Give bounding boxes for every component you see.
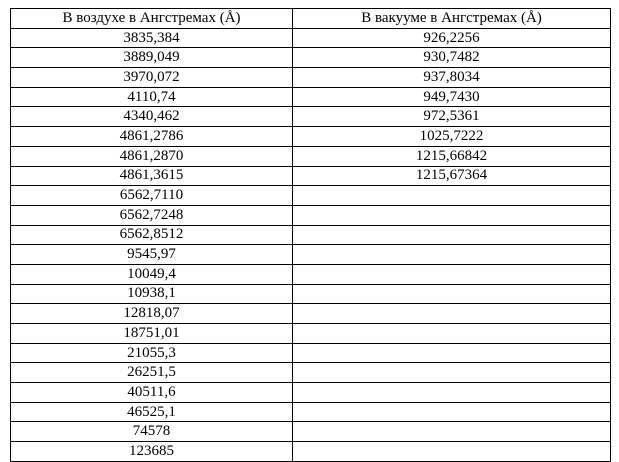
table-row — [11, 402, 611, 422]
vacuum-wavelength-cell: 949,7430 — [293, 87, 611, 107]
air-wavelength-cell: 18751,01 — [11, 324, 293, 344]
vacuum-wavelength-cell: 937,8034 — [293, 68, 611, 88]
vacuum-wavelength-cell — [293, 225, 611, 245]
vacuum-wavelength-cell — [293, 205, 611, 225]
table-header-row — [11, 9, 611, 29]
table-row — [11, 422, 611, 442]
air-wavelength-cell: 3835,384 — [11, 28, 293, 48]
table-row — [11, 442, 611, 462]
vacuum-wavelength-cell: 972,5361 — [293, 107, 611, 127]
air-wavelength-cell: 40511,6 — [11, 383, 293, 403]
air-wavelength-cell: 6562,7110 — [11, 186, 293, 206]
vacuum-wavelength-cell — [293, 343, 611, 363]
air-wavelength-cell: 26251,5 — [11, 363, 293, 383]
vacuum-wavelength-cell — [293, 402, 611, 422]
table-row — [11, 363, 611, 383]
air-wavelength-cell: 74578 — [11, 422, 293, 442]
vacuum-wavelength-cell: 926,2256 — [293, 28, 611, 48]
header-air-angstrom: В воздухе в Ангстремах (Å) — [11, 9, 293, 29]
air-wavelength-cell: 123685 — [11, 442, 293, 462]
air-wavelength-cell: 4340,462 — [11, 107, 293, 127]
table-row — [11, 28, 611, 48]
air-wavelength-cell: 9545,97 — [11, 245, 293, 265]
vacuum-wavelength-cell — [293, 422, 611, 442]
vacuum-wavelength-cell — [293, 245, 611, 265]
vacuum-wavelength-cell: 1215,67364 — [293, 166, 611, 186]
vacuum-wavelength-cell — [293, 264, 611, 284]
air-wavelength-cell: 21055,3 — [11, 343, 293, 363]
table-row — [11, 245, 611, 265]
table-row — [11, 284, 611, 304]
table-row — [11, 127, 611, 147]
table-row — [11, 107, 611, 127]
table-row — [11, 343, 611, 363]
vacuum-wavelength-cell: 1215,66842 — [293, 146, 611, 166]
table-row — [11, 324, 611, 344]
table-row — [11, 186, 611, 206]
air-wavelength-cell: 10938,1 — [11, 284, 293, 304]
table-body — [11, 28, 611, 461]
table-row — [11, 383, 611, 403]
vacuum-wavelength-cell — [293, 304, 611, 324]
air-wavelength-cell: 4861,2786 — [11, 127, 293, 147]
vacuum-wavelength-cell — [293, 324, 611, 344]
table-row — [11, 146, 611, 166]
air-wavelength-cell: 12818,07 — [11, 304, 293, 324]
vacuum-wavelength-cell — [293, 363, 611, 383]
air-wavelength-cell: 4110,74 — [11, 87, 293, 107]
air-wavelength-cell: 4861,2870 — [11, 146, 293, 166]
table-row — [11, 68, 611, 88]
vacuum-wavelength-cell: 1025,7222 — [293, 127, 611, 147]
air-wavelength-cell: 10049,4 — [11, 264, 293, 284]
vacuum-wavelength-cell — [293, 442, 611, 462]
vacuum-wavelength-cell: 930,7482 — [293, 48, 611, 68]
vacuum-wavelength-cell — [293, 186, 611, 206]
table-row — [11, 225, 611, 245]
table-row — [11, 264, 611, 284]
vacuum-wavelength-cell — [293, 383, 611, 403]
air-wavelength-cell: 6562,8512 — [11, 225, 293, 245]
table-row — [11, 166, 611, 186]
air-wavelength-cell: 6562,7248 — [11, 205, 293, 225]
vacuum-wavelength-cell — [293, 284, 611, 304]
air-wavelength-cell: 4861,3615 — [11, 166, 293, 186]
header-vacuum-angstrom: В вакууме в Ангстремах (Å) — [293, 9, 611, 29]
table-row — [11, 87, 611, 107]
table-row — [11, 48, 611, 68]
air-wavelength-cell: 3970,072 — [11, 68, 293, 88]
air-wavelength-cell: 3889,049 — [11, 48, 293, 68]
wavelength-table — [10, 8, 611, 462]
air-wavelength-cell: 46525,1 — [11, 402, 293, 422]
table-row — [11, 304, 611, 324]
table-row — [11, 205, 611, 225]
